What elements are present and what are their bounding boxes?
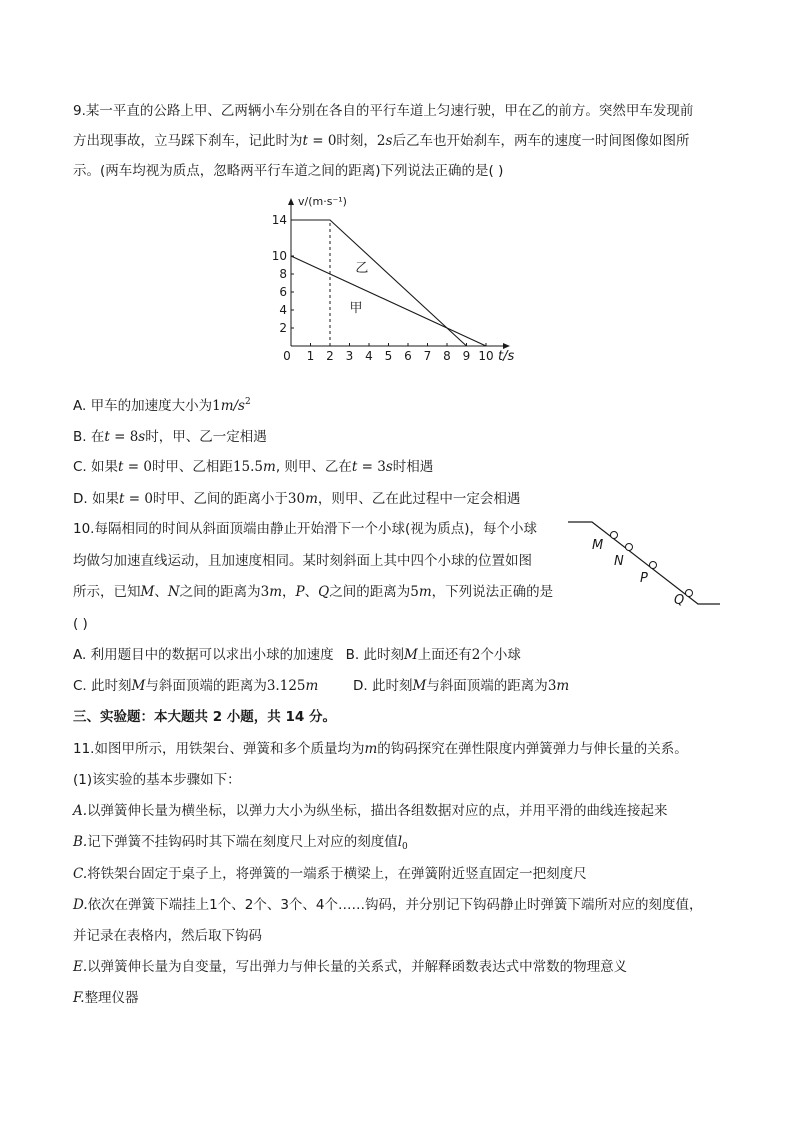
- y-tick-label: 8: [279, 267, 287, 281]
- ball-m: [611, 532, 618, 539]
- q11-step-f: F.整理仪器: [73, 990, 139, 1006]
- chart-xlabel: t/s: [498, 349, 515, 364]
- x-tick-label: 6: [404, 349, 412, 363]
- x-tick-label: 5: [384, 349, 393, 363]
- ball-p: [650, 562, 657, 569]
- y-axis-arrow: [288, 198, 294, 205]
- y-tick-label: 10: [271, 249, 287, 263]
- q9-line-2: 方出现事故，立马踩下刹车，记此时为t = 0时刻，2s后乙车也开始刹车，两车的速度一时间图像如图所: [73, 133, 690, 149]
- incline-surface: [568, 522, 720, 604]
- ball-n: [626, 544, 633, 551]
- x-tick-label: 3: [345, 349, 354, 363]
- y-tick-label: 6: [279, 285, 287, 299]
- q10-line-3: 所示，已知M、N之间的距离为3m，P、Q之间的距离为5m，下列说法正确的是: [73, 584, 554, 600]
- q9-line-1: 9.某一平直的公路上甲、乙两辆小车分别在各自的平行车道上匀速行驶，甲在乙的前方。突然甲车发现前: [73, 103, 694, 119]
- series-yi-label: 乙: [355, 261, 369, 277]
- q11-line-2: (1)该实验的基本步骤如下：: [73, 772, 241, 788]
- q11-step-d-line-1: D.依次在弹簧下端挂上1个、2个、3个、4个……钩码，并分别记下钩码静止时弹簧下端所对应的刻度值，: [73, 897, 703, 913]
- y-tick-label: 4: [279, 303, 287, 317]
- q10-option-d: D. 此时刻M与斜面顶端的距离为3m: [353, 678, 570, 694]
- q9-option-a: A. 甲车的加速度大小为$1m/s^2$: [73, 397, 251, 414]
- x-tick-label: 10: [478, 349, 494, 363]
- x-tick-label: 8: [443, 349, 451, 363]
- q11-step-b: B.记下弹簧不挂钩码时其下端在刻度尺上对应的刻度值$l_0$: [73, 834, 408, 852]
- series-jia-line: [291, 256, 486, 346]
- x-tick-label: 0: [283, 349, 291, 363]
- series-yi-line: [291, 220, 467, 346]
- series-jia-label: 甲: [349, 300, 363, 316]
- q11-step-c: C.将铁架台固定于桌子上，将弹簧的一端系于横梁上，在弹簧附近竖直固定一把刻度尺: [73, 866, 587, 882]
- q11-step-a: A.以弹簧伸长量为横坐标，以弹力大小为纵坐标，描出各组数据对应的点，并用平滑的曲线连接起来: [73, 803, 668, 819]
- label-m: M: [592, 538, 604, 553]
- q11-step-d-line-2: 并记录在表格内，然后取下钩码: [73, 928, 262, 944]
- q10-line-1: 10.每隔相同的时间从斜面顶端由静止开始滑下一个小球(视为质点)，每个小球: [73, 521, 538, 537]
- y-tick-label: 14: [271, 213, 287, 227]
- x-tick-label: 2: [326, 349, 334, 363]
- q11-step-e: E.以弹簧伸长量为自变量，写出弹力与伸长量的关系式，并解释函数表达式中常数的物理意义: [73, 959, 628, 975]
- x-tick-label: 9: [462, 349, 471, 363]
- x-tick-label: 4: [365, 349, 373, 363]
- x-tick-label: 7: [423, 349, 432, 363]
- x-tick-label: 1: [306, 349, 315, 363]
- label-n: N: [614, 554, 624, 569]
- q10-options-ab: A. 利用题目中的数据可以求出小球的加速度 B. 此时刻M上面还有2个小球: [73, 647, 521, 663]
- label-p: P: [640, 571, 648, 586]
- section-heading: 三、实验题：本大题共 2 小题，共 14 分。: [73, 709, 336, 725]
- q9-option-d: D. 如果t = 0时甲、乙间的距离小于30m，则甲、乙在此过程中一定会相遇: [73, 491, 521, 507]
- q9-option-b: B. 在t = 8s时，甲、乙一定相遇: [73, 429, 267, 445]
- q10-line-2: 均做匀加速直线运动，且加速度相同。某时刻斜面上其中四个小球的位置如图: [73, 553, 532, 569]
- q11-line-1: 11.如图甲所示，用铁架台、弹簧和多个质量均为m的钩码探究在弹性限度内弹簧弹力与伸长量的关系。: [73, 741, 688, 757]
- chart-ylabel: v/(m·s⁻¹): [298, 195, 347, 208]
- label-q: Q: [674, 593, 685, 608]
- q10-option-c: C. 此时刻M与斜面顶端的距离为3.125m: [73, 678, 319, 694]
- y-tick-label: 2: [279, 321, 287, 335]
- ball-q: [686, 590, 693, 597]
- velocity-time-chart: [270, 190, 530, 365]
- incline-diagram: [568, 518, 728, 608]
- q10-line-4: ( ): [73, 616, 88, 632]
- q9-option-c: C. 如果t = 0时甲、乙相距15.5m, 则甲、乙在t = 3s时相遇: [73, 459, 434, 475]
- q9-line-3: 示。(两车均视为质点，忽略两平行车道之间的距离)下列说法正确的是( ): [73, 163, 504, 179]
